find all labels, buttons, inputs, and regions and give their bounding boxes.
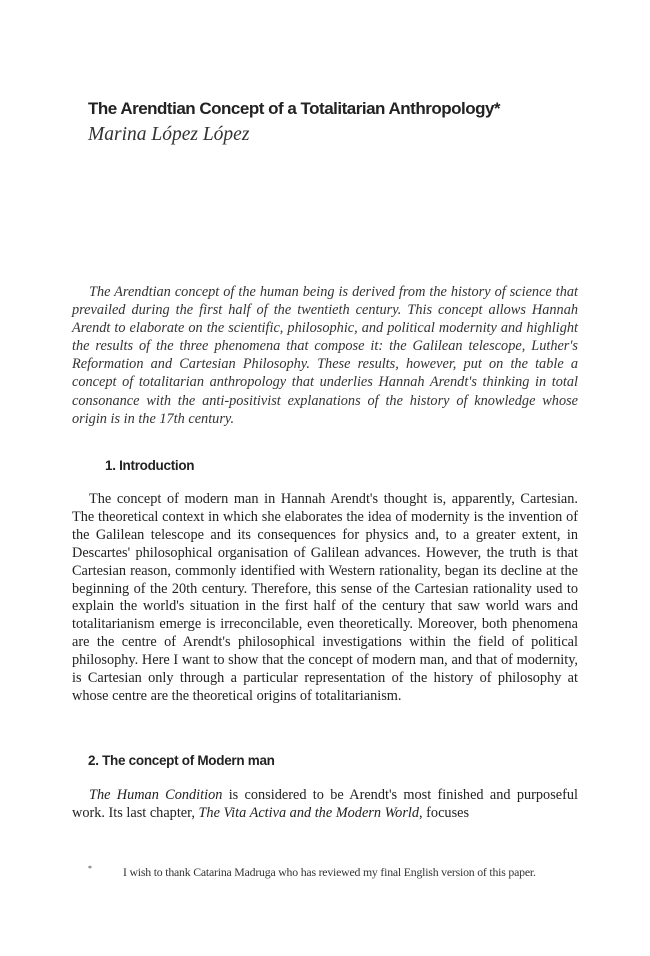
modern-man-paragraph — [72, 787, 578, 823]
paragraph-text-b: , focuses — [419, 804, 470, 821]
introduction-paragraph: The concept of modern man in Hannah Arendt's thought is, apparently, Cartesian. The theoretical context in which she elaborates the idea of modernity is the invention of the Galilean telescope and its consequences for physics and, to a greater extent, in Descartes' philosophical organisation of Galilean advances. However, the truth is that Cartesian reason, commonly identified with Western rationality, began its decline at the beginning of the 20th century. Therefore, this sense of the Cartesian rationality used to explain the world's situation in the first half of the century that saw world wars and totalitarianism emerge is irreconcilable, even theoretically. Moreover, both phenomena are the centre of Arendt's philosophical investigations within the field of political philosophy. Here I want to show that the concept of modern man, and that of modernity, is Cartesian only through a particular representation of the history of philosophy at whose centre are the theoretical origins of totalitarianism. — [72, 491, 578, 704]
paper-title: The Arendtian Concept of a Totalitarian Anthropology* — [88, 99, 501, 118]
footnote-text: I wish to thank Catarina Madruga who has reviewed my final English version of this paper. — [123, 865, 536, 879]
section-heading-modern-man: 2. The concept of Modern man — [88, 753, 275, 768]
chapter-title: The Vita Activa and the Modern World — [198, 804, 420, 821]
paragraph-text-a: is considered to be Arendt's most finished and purposeful work. Its last chapter, — [72, 787, 578, 821]
author-name: Marina López López — [88, 124, 250, 145]
abstract: The Arendtian concept of the human being is derived from the history of science that prevailed during the first half of the twentieth century. This concept allows Hannah Arendt to elaborate on the scientific, philosophic, and political modernity and highlight the results of the three phenomena that compose it: the Galilean telescope, Luther's Reformation and Cartesian Philosophy. These results, however, put on the table a concept of totalitarian anthropology that underlies Hannah Arendt's thinking in total consonance with the anti-positivist explanations of the history of knowledge whose origin is in the 17th century. — [72, 284, 578, 427]
book-title: The Human Condition — [89, 787, 223, 803]
footnote-marker: * — [88, 864, 92, 873]
section-heading-introduction: 1. Introduction — [105, 458, 195, 473]
